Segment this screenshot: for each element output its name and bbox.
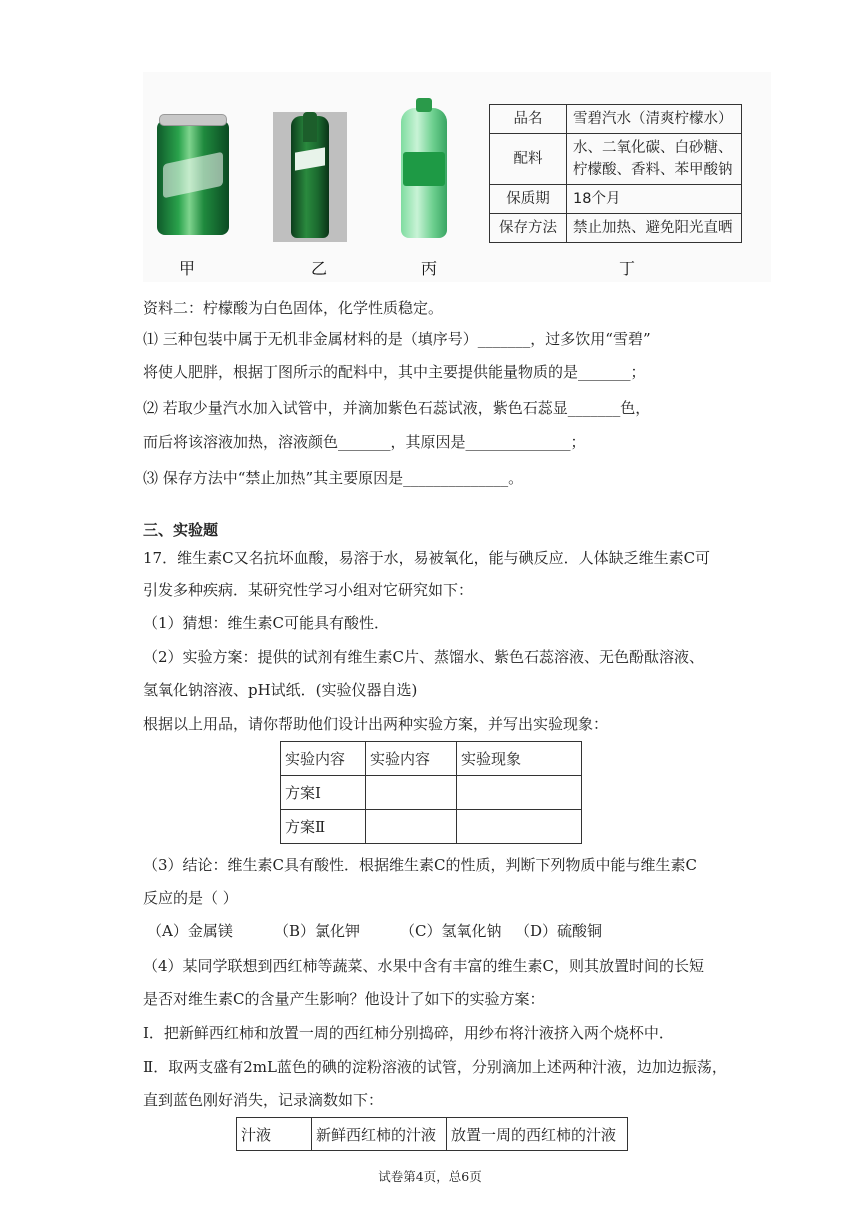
table-cell (366, 776, 457, 810)
spec-key: 保存方法 (490, 214, 567, 243)
product-spec-table (489, 104, 742, 243)
spec-value: 雪碧汽水（清爽柠檬水） (567, 105, 742, 134)
option-d: （D）硫酸铜 (515, 922, 603, 940)
q17-line-2: 引发多种疾病．某研究性学习小组对它研究如下： (143, 581, 474, 599)
option-a: （A）金属镁 (147, 922, 233, 940)
soda-can-image (157, 120, 229, 235)
info-two: 资料二：柠檬酸为白色固体，化学性质稳定。 (143, 299, 444, 317)
table-cell: 方案Ⅱ (281, 810, 366, 844)
table-row (281, 776, 582, 810)
table-row (490, 214, 742, 243)
q17-line-12: Ⅱ．取两支盛有2mL蓝色的碘的淀粉溶液的试管，分别滴加上述两种汁液，边加边振荡， (143, 1058, 727, 1076)
spec-value: 水、二氧化碳、白砂糖、柠檬酸、香料、苯甲酸钠 (567, 134, 742, 185)
q17-line-7: （3）结论：维生素C具有酸性．根据维生素C的性质，判断下列物质中能与维生素C (143, 856, 697, 874)
spec-value: 禁止加热、避免阳光直晒 (567, 214, 742, 243)
q17-line-5: 氢氧化钠溶液、pH试纸．(实验仪器自选) (143, 681, 418, 699)
spec-key: 品名 (490, 105, 567, 134)
q17-line-8: 反应的是（ ） (143, 889, 238, 907)
table-cell: 实验现象 (457, 742, 582, 776)
table-cell (366, 810, 457, 844)
q16-line-3: ⑵ 若取少量汽水加入试管中，并滴加紫色石蕊试液，紫色石蕊显_______色， (143, 399, 651, 417)
drink-packaging-figure (143, 72, 771, 282)
table-cell: 实验内容 (281, 742, 366, 776)
q17-line-6: 根据以上用品，请你帮助他们设计出两种实验方案，并写出实验现象： (143, 715, 609, 733)
table-row (237, 1118, 628, 1151)
q17-line-13: 直到蓝色刚好消失，记录滴数如下： (143, 1091, 384, 1109)
option-b: （B）氯化钾 (274, 922, 361, 940)
q17-line-3: （1）猜想：维生素C可能具有酸性． (143, 614, 390, 632)
q17-line-11: Ⅰ．把新鲜西红柿和放置一周的西红柿分别捣碎，用纱布将汁液挤入两个烧杯中． (143, 1024, 674, 1042)
q16-line-1: ⑴ 三种包装中属于无机非金属材料的是（填序号）_______，过多饮用“雪碧” (143, 330, 651, 348)
q17-line-1: 17．维生素C又名抗坏血酸，易溶于水，易被氧化，能与碘反应．人体缺乏维生素C可 (143, 549, 711, 567)
table-cell: 方案Ⅰ (281, 776, 366, 810)
label-jia: 甲 (179, 259, 196, 278)
glass-bottle-image (291, 116, 329, 238)
plastic-bottle-image (401, 108, 447, 238)
label-bing: 丙 (421, 259, 438, 278)
juice-drops-table (236, 1117, 628, 1151)
q16-line-2: 将使人肥胖，根据丁图所示的配料中，其中主要提供能量物质的是_______； (143, 363, 646, 381)
label-yi: 乙 (311, 259, 328, 278)
label-ding: 丁 (619, 259, 636, 278)
table-cell: 新鲜西红柿的汁液 (312, 1118, 447, 1151)
option-c: （C）氢氧化钠 (400, 922, 502, 940)
table-row (281, 810, 582, 844)
table-cell: 实验内容 (366, 742, 457, 776)
experiment-plan-table (280, 741, 582, 844)
q17-line-9: （4）某同学联想到西红柿等蔬菜、水果中含有丰富的维生素C，则其放置时间的长短 (143, 957, 705, 975)
spec-value: 18个月 (567, 185, 742, 214)
spec-key: 保质期 (490, 185, 567, 214)
table-cell: 汁液 (237, 1118, 312, 1151)
table-row (490, 185, 742, 214)
q16-line-4: 而后将该溶液加热，溶液颜色_______，其原因是______________； (143, 433, 586, 451)
table-row (490, 134, 742, 185)
table-cell (457, 810, 582, 844)
table-row (490, 105, 742, 134)
table-cell (457, 776, 582, 810)
q17-line-4: （2）实验方案：提供的试剂有维生素C片、蒸馏水、紫色石蕊溶液、无色酚酞溶液、 (143, 648, 705, 666)
table-row (281, 742, 582, 776)
q17-line-10: 是否对维生素C的含量产生影响？他设计了如下的实验方案： (143, 990, 545, 1008)
page-footer: 试卷第4页，总6页 (378, 1169, 482, 1184)
spec-key: 配料 (490, 134, 567, 185)
q16-line-5: ⑶ 保存方法中“禁止加热”其主要原因是______________。 (143, 469, 524, 487)
table-cell: 放置一周的西红柿的汁液 (447, 1118, 628, 1151)
section-heading: 三、实验题 (143, 521, 219, 539)
